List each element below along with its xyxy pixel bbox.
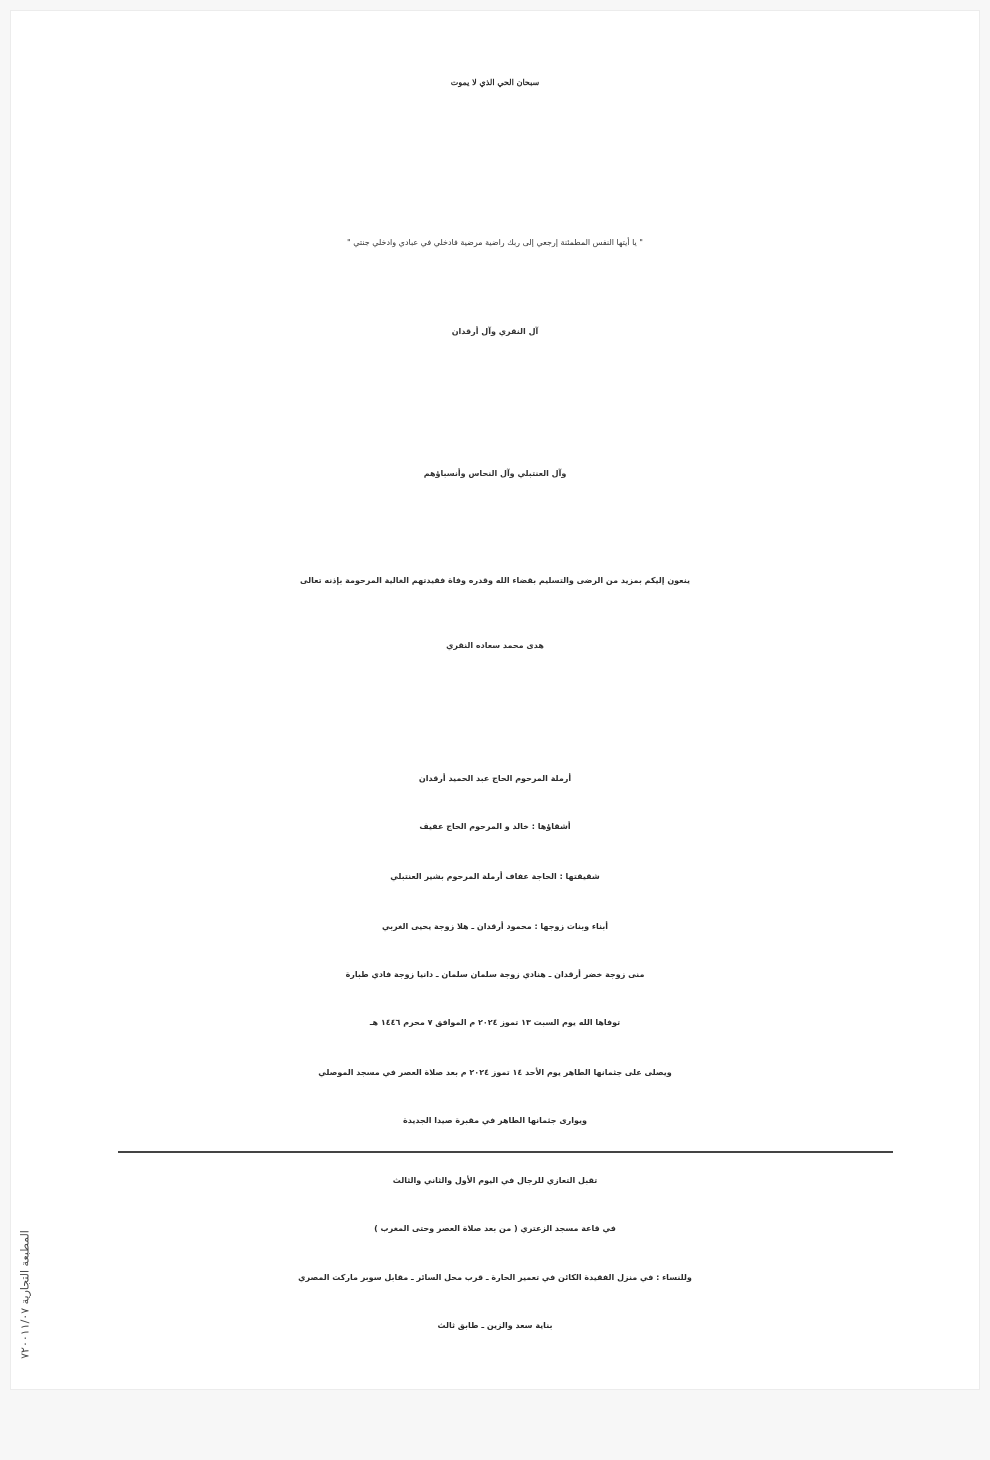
funeral-prayer: ويصلى على جثمانها الطاهر يوم الأحد ١٤ تموز ٢٠٢٤ م بعد صلاة العصر في مسجد الموصلي [318, 1068, 672, 1077]
calligraphy-title: سبحان الحي الذي لا يموت [450, 77, 540, 87]
death-date: توفاها الله يوم السبت ١٣ تموز ٢٠٢٤ م الموافق ٧ محرم ١٤٤٦ هـ [369, 1018, 621, 1027]
families-line-1: آل النقري وآل أرقدان [451, 327, 539, 336]
relation-sister: شقيقتها : الحاجة عفاف أرملة المرحوم بشير العنتبلي [390, 872, 600, 881]
section-divider [118, 1151, 893, 1153]
relation-stepchildren: أبناء وبنات زوجها : محمود أرقدان ـ هلا زوجة يحيى الغربي [381, 922, 609, 931]
relation-stepdaughters: منى زوجة خضر أرقدان ـ هنادي زوجة سلمان سلمان ـ دانيا زوجة فادي طبارة [345, 970, 645, 979]
families-line-2: وآل العنتبلي وآل النحاس وأنسباؤهم [423, 469, 567, 478]
obituary-sheet [10, 10, 980, 1390]
condolence-building: بناية سعد والزين ـ طابق ثالث [437, 1321, 553, 1330]
relation-widow-of: أرملة المرحوم الحاج عبد الحميد أرقدان [418, 774, 572, 783]
condolence-hall: في قاعة مسجد الزعتري ( من بعد صلاة العصر وحتى المغرب ) [374, 1224, 616, 1233]
relation-brothers: أشقاؤها : خالد و المرحوم الحاج عفيف [419, 822, 571, 831]
condolence-men: تقبل التعازي للرجال في اليوم الأول والثاني والثالث [392, 1176, 598, 1185]
condolence-women: وللنساء : في منزل الفقيدة الكائن في تعمير الحارة ـ قرب محل السائر ـ مقابل سوبر ماركت المصري [298, 1273, 692, 1282]
announcement: ينعون إليكم بمزيد من الرضى والتسليم بقضاء الله وقدره وفاة فقيدتهم الغالية المرحومة بإذنه تعالى [300, 576, 690, 585]
deceased-name: هدى محمد سعاده النقري [446, 641, 544, 650]
quran-verse: " يا أيتها النفس المطمئنة إرجعي إلى ربك راضية مرضية فادخلي في عبادي وادخلي جنتي " [347, 238, 643, 247]
burial-place: ويوارى جثمانها الطاهر في مقبرة صيدا الجديدة [403, 1116, 587, 1125]
printer-note: المطبعة التجارية ٧٢٠٠١١/٠٧ [18, 1230, 32, 1359]
